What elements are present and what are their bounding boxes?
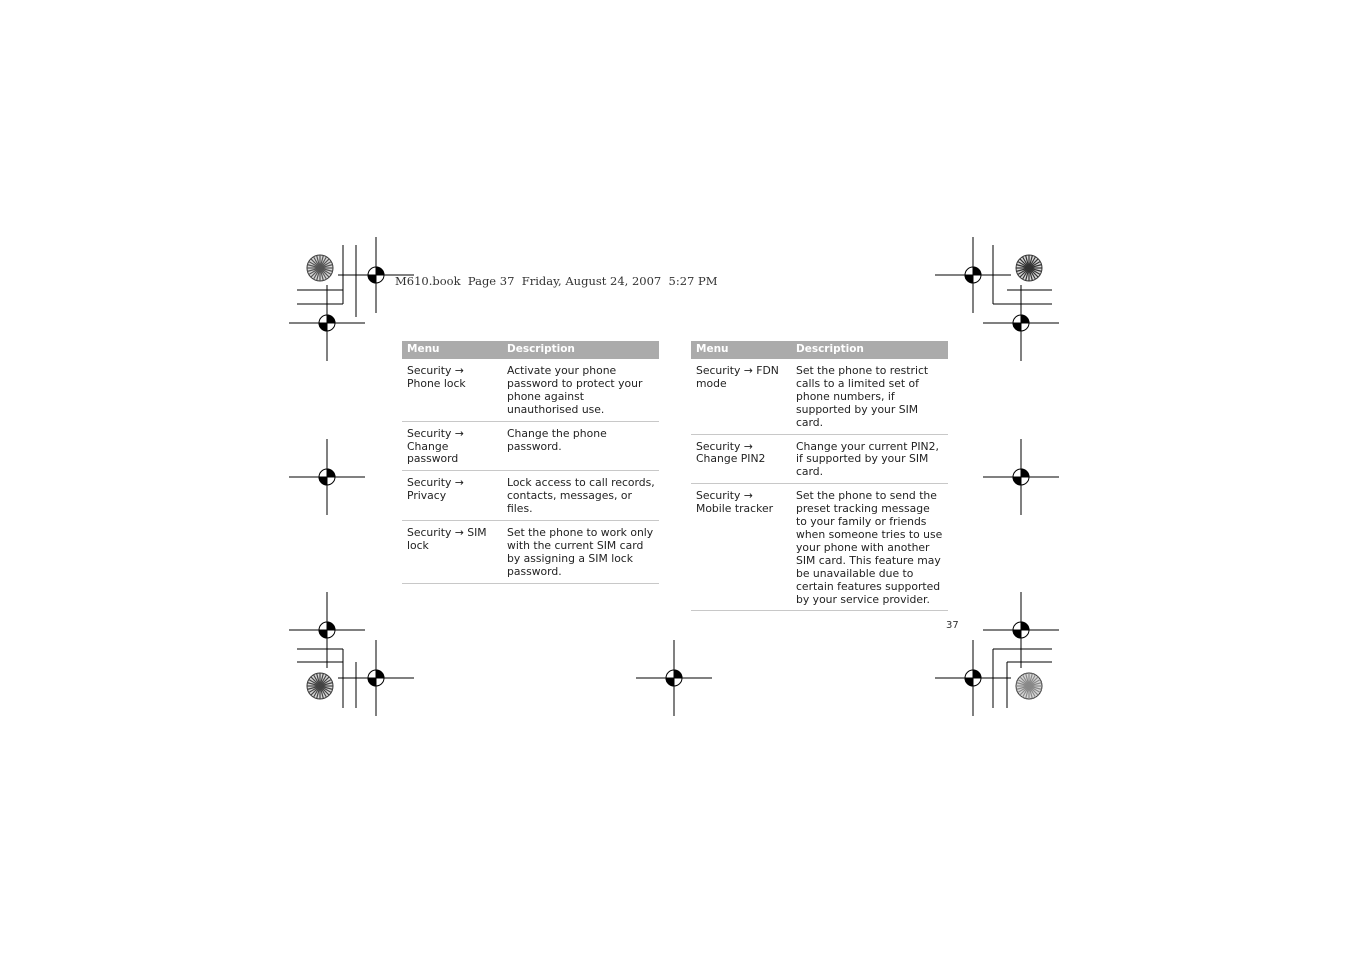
color-bar-starburst-icon <box>307 255 333 281</box>
table-header-row <box>402 341 659 359</box>
description-cell: Set the phone to send the preset tracking message to your family or friends when someone tries to use your phone with another SIM card. This feature may be unavailable due to certain features supported by your service provider. <box>791 484 948 611</box>
table-header-row <box>691 341 948 359</box>
description-cell: Lock access to call records, contacts, messages, or files. <box>502 471 659 521</box>
table-row <box>402 421 659 471</box>
table-row <box>691 434 948 484</box>
column-header-description: Description <box>502 341 659 359</box>
menu-path-cell: Security → FDN mode <box>691 359 791 434</box>
column-header-menu: Menu <box>402 341 502 359</box>
description-cell: Change the phone password. <box>502 421 659 471</box>
registration-mark-icon <box>983 285 1059 361</box>
registration-mark-icon <box>983 439 1059 515</box>
registration-mark-icon <box>935 237 1011 313</box>
table-row <box>402 521 659 584</box>
registration-mark-icon <box>289 285 365 361</box>
registration-mark-icon <box>289 592 365 668</box>
color-bar-starburst-icon <box>1016 255 1042 281</box>
registration-mark-icon <box>935 640 1011 716</box>
registration-mark-icon <box>289 439 365 515</box>
table-row <box>402 359 659 421</box>
description-cell: Change your current PIN2, if supported by your SIM card. <box>791 434 948 484</box>
menu-path-cell: Security → Phone lock <box>402 359 502 421</box>
book-header-line: M610.book Page 37 Friday, August 24, 2007 5:27 PM <box>395 274 718 288</box>
color-bar-starburst-icon <box>1016 673 1042 699</box>
registration-mark-icon <box>338 640 414 716</box>
description-cell: Activate your phone password to protect your phone against unauthorised use. <box>502 359 659 421</box>
menu-path-cell: Security → Change PIN2 <box>691 434 791 484</box>
column-header-menu: Menu <box>691 341 791 359</box>
registration-mark-icon <box>636 640 712 716</box>
menu-path-cell: Security → Privacy <box>402 471 502 521</box>
registration-mark-icon <box>983 592 1059 668</box>
table-row <box>691 359 948 434</box>
color-bar-starburst-icon <box>307 673 333 699</box>
menu-path-cell: Security → Mobile tracker <box>691 484 791 611</box>
menu-path-cell: Security → SIM lock <box>402 521 502 584</box>
security-menu-table-right <box>691 341 948 611</box>
menu-path-cell: Security → Change password <box>402 421 502 471</box>
description-cell: Set the phone to work only with the current SIM card by assigning a SIM lock password. <box>502 521 659 584</box>
column-header-description: Description <box>791 341 948 359</box>
table-row <box>402 471 659 521</box>
description-cell: Set the phone to restrict calls to a limited set of phone numbers, if supported by your SIM card. <box>791 359 948 434</box>
table-row <box>691 484 948 611</box>
page-number: 37 <box>946 620 959 631</box>
security-menu-table-left <box>402 341 659 584</box>
